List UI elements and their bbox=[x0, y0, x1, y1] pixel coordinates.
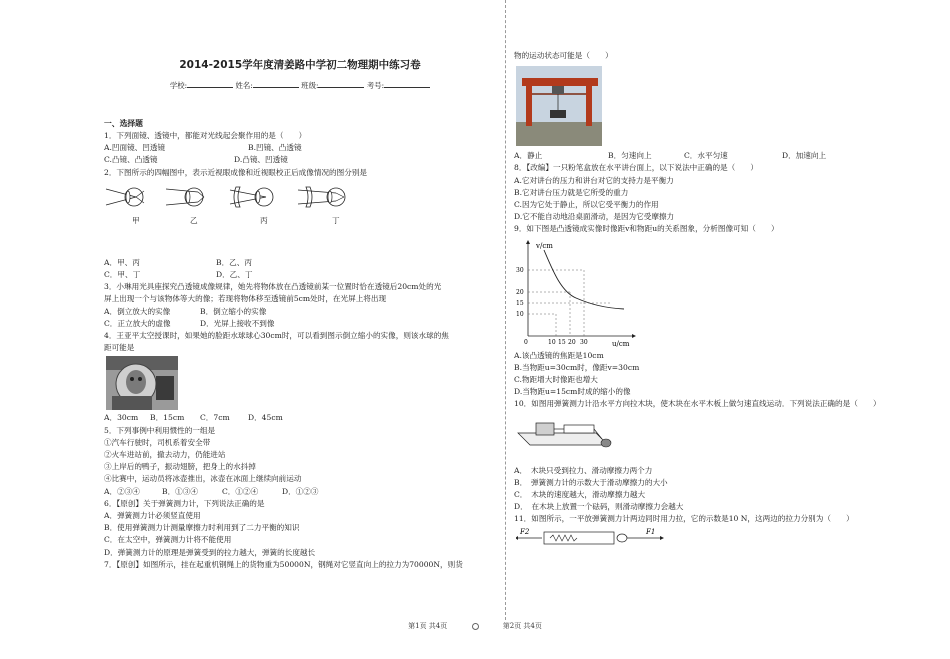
q6-option-a[interactable]: A．弹簧测力计必须竖直使用 bbox=[104, 510, 201, 520]
q7-options bbox=[514, 150, 914, 162]
q9-option-c[interactable]: C.物距增大时像距也增大 bbox=[514, 375, 598, 385]
q5-item-4: ④比赛中，运动员将冰壶推出，冰壶在冰面上继续向前运动 bbox=[104, 474, 302, 484]
q4-stem-line1: 4．王亚平太空授课时，如果她的脸距水球球心30cm时，可以看到图示倒立缩小的实像，则该水球的焦 bbox=[104, 330, 449, 340]
column-divider bbox=[505, 0, 506, 620]
q5-item-1: ①汽车行驶时，司机系着安全带 bbox=[104, 437, 211, 447]
q5-item-3: ③上岸后的鸭子，振动翅膀，把身上的水抖掉 bbox=[104, 462, 256, 472]
q10-stem: 10．如图用弹簧测力计沿水平方向拉木块，使木块在水平木板上做匀速直线运动．下列说法正确的是（ ） bbox=[514, 399, 881, 409]
q11-stem: 11．如图所示，一平放弹簧测力计两边同时用力拉，它的示数是10 N，这两边的拉力分别为（ ） bbox=[514, 514, 854, 524]
name-label: 姓名: bbox=[235, 81, 253, 90]
q3-option-d[interactable]: D．光屏上接收不到像 bbox=[200, 318, 275, 328]
q9-stem: 9．如下图是凸透镜成实像时像距v和物距u的关系图象，分析图像可知（ ） bbox=[514, 224, 779, 234]
label-bing: 丙 bbox=[260, 215, 268, 225]
q5-stem: 5．下列事例中利用惯性的一组是 bbox=[104, 425, 216, 435]
water-ball-photo bbox=[106, 356, 178, 410]
xtick-15: 15 bbox=[558, 338, 566, 346]
q1-option-d[interactable]: D.凸镜、凹透镜 bbox=[234, 155, 288, 165]
q7-option-a[interactable]: A．静止 bbox=[514, 151, 543, 161]
school-label: 学校: bbox=[169, 81, 188, 90]
q11-figure-wrap bbox=[514, 526, 914, 550]
q2-stem: 2．下图所示的四幅图中，表示近视眼成像和近视眼校正后成像情况的图分别是 bbox=[104, 167, 368, 177]
class-label: 班级: bbox=[301, 81, 319, 90]
ytick-10: 10 bbox=[516, 310, 524, 318]
eye-diagrams bbox=[104, 179, 496, 257]
xtick-0: 0 bbox=[524, 338, 528, 346]
label-jia: 甲 bbox=[132, 215, 140, 225]
v-u-graph bbox=[514, 238, 644, 348]
force-f2-label: F2 bbox=[520, 527, 530, 536]
q5-option-d[interactable]: D．①②③ bbox=[282, 486, 319, 496]
page-number-left: 第1页 共4页 bbox=[408, 622, 448, 630]
q2-options-row1 bbox=[104, 257, 496, 269]
q3-option-b[interactable]: B．倒立缩小的实像 bbox=[200, 306, 267, 316]
crane-photo bbox=[516, 66, 602, 146]
eye-diagram-jia bbox=[106, 188, 144, 206]
ytick-30: 30 bbox=[516, 266, 524, 274]
q9-option-a[interactable]: A.该凸透镜的焦距是10cm bbox=[514, 350, 604, 360]
left-column bbox=[104, 130, 496, 571]
q10-option-b[interactable]: B． 弹簧测力计的示数大于滑动摩擦力的大小 bbox=[514, 477, 668, 487]
binding-hole-icon bbox=[472, 623, 479, 630]
q1-option-b[interactable]: B.凹镜、凸透镜 bbox=[248, 143, 302, 153]
q10-option-a[interactable]: A． 木块只受到拉力、滑动摩擦力两个力 bbox=[514, 465, 653, 475]
q6-option-d[interactable]: D．弹簧测力计的原理是弹簧受到的拉力越大，弹簧的长度越长 bbox=[104, 547, 316, 557]
page-number-right: 第2页 共4页 bbox=[502, 622, 542, 630]
q1-options-row2 bbox=[104, 154, 496, 166]
q5-option-c[interactable]: C．①②④ bbox=[222, 486, 259, 496]
q4-option-a[interactable]: A．30cm bbox=[104, 413, 139, 423]
q7-option-b[interactable]: B．匀速向上 bbox=[608, 151, 652, 161]
exam-no-field[interactable] bbox=[384, 79, 430, 88]
q7-figure-wrap bbox=[514, 62, 914, 150]
exam-no-label: 考号: bbox=[366, 81, 385, 90]
q3-option-c[interactable]: C．正立放大的虚像 bbox=[104, 318, 171, 328]
label-ding: 丁 bbox=[332, 215, 340, 225]
q1-options-row1 bbox=[104, 142, 496, 154]
force-f1-label: F1 bbox=[646, 527, 656, 536]
q4-options bbox=[104, 412, 496, 424]
q3-stem-line2: 屏上出现一个与该物体等大的像；若现将物体移至透镜前5cm处时，在光屏上将出现 bbox=[104, 294, 387, 304]
q4-stem-line2: 距可能是 bbox=[104, 343, 135, 353]
q3-option-a[interactable]: A．倒立放大的实像 bbox=[104, 306, 171, 316]
q8-stem: 8．【改编】一只粉笔盒放在水平讲台面上，以下说法中正确的是（ ） bbox=[514, 163, 759, 173]
label-yi: 乙 bbox=[190, 215, 198, 225]
right-column bbox=[514, 50, 914, 550]
school-field[interactable] bbox=[187, 79, 233, 88]
q8-option-d[interactable]: D.它不能自动地沿桌面滑动，是因为它受摩擦力 bbox=[514, 212, 675, 222]
xtick-10: 10 bbox=[548, 338, 556, 346]
q4-option-b[interactable]: B．15cm bbox=[150, 413, 185, 423]
q5-option-b[interactable]: B．①③④ bbox=[162, 486, 198, 496]
q8-option-b[interactable]: B.它对讲台压力就是它所受的重力 bbox=[514, 187, 629, 197]
q2-option-c[interactable]: C．甲、丁 bbox=[104, 269, 141, 279]
q2-option-d[interactable]: D．乙、丁 bbox=[216, 269, 253, 279]
q7-option-c[interactable]: C．水平匀速 bbox=[684, 151, 728, 161]
ytick-15: 15 bbox=[516, 299, 524, 307]
block-spring-scale-figure bbox=[516, 415, 616, 461]
q6-option-b[interactable]: B．使用弹簧测力计测量摩擦力时利用到了二力平衡的知识 bbox=[104, 523, 300, 533]
q2-option-a[interactable]: A．甲、丙 bbox=[104, 257, 140, 267]
q5-options bbox=[104, 486, 496, 498]
eye-diagram-ding bbox=[298, 187, 345, 207]
q3-options-row2 bbox=[104, 318, 496, 330]
q8-option-c[interactable]: C.因为它处于静止，所以它受平衡力的作用 bbox=[514, 200, 659, 209]
q5-option-a[interactable]: A．②③④ bbox=[104, 486, 140, 496]
q10-figure-wrap bbox=[514, 411, 914, 465]
q7-stem-line1: 7．【原创】如图所示，挂在起重机钢绳上的货物重为50000N，钢绳对它竖直向上的拉力为70000N，则货 bbox=[104, 559, 463, 569]
q3-options-row1 bbox=[104, 306, 496, 318]
section-heading: 一、选择题 bbox=[104, 119, 143, 128]
q1-option-a[interactable]: A.凹面镜、凹透镜 bbox=[104, 143, 166, 153]
q9-option-b[interactable]: B.当物距u=30cm时，像距v=30cm bbox=[514, 362, 640, 372]
name-field[interactable] bbox=[253, 79, 299, 88]
eye-diagram-yi bbox=[166, 188, 204, 206]
spring-scale-figure bbox=[516, 526, 666, 548]
q1-stem: 1．下列面镜、透镜中，都能对光线起会聚作用的是（ ） bbox=[104, 131, 307, 140]
graph-xlabel: u/cm bbox=[612, 339, 630, 348]
q5-item-2: ②火车进站前，撤去动力，仍能进站 bbox=[104, 449, 226, 459]
q1-option-c[interactable]: C.凸镜、凸透镜 bbox=[104, 155, 158, 165]
xtick-30: 30 bbox=[580, 338, 588, 346]
eye-diagram-bing bbox=[230, 187, 273, 207]
q3-stem-line1: 3．小琳用光具座探究凸透镜成像规律，她先将物体放在凸透镜前某一位置时恰在透镜后20cm处的光 bbox=[104, 282, 442, 292]
q7-stem-line2: 物的运动状态可能是（ ） bbox=[514, 51, 613, 60]
q4-option-c[interactable]: C．7cm bbox=[200, 413, 230, 423]
q10-option-c[interactable]: C． 木块的速度越大，滑动摩擦力越大 bbox=[514, 490, 646, 500]
q7-option-d[interactable]: D．加速向上 bbox=[782, 151, 827, 161]
q4-option-d[interactable]: D．45cm bbox=[248, 413, 283, 423]
q4-figure-wrap bbox=[104, 354, 496, 412]
ytick-20: 20 bbox=[516, 288, 524, 296]
xtick-20: 20 bbox=[568, 338, 576, 346]
q2-option-b[interactable]: B．乙、丙 bbox=[216, 257, 252, 267]
student-info-line bbox=[104, 79, 496, 91]
exam-title: 2014-2015学年度清姜路中学初二物理期中练习卷 bbox=[179, 59, 421, 71]
page-footer bbox=[0, 621, 950, 631]
q8-option-a[interactable]: A.它对讲台的压力和讲台对它的支持力是平衡力 bbox=[514, 175, 674, 185]
q6-stem: 6．【原创】关于弹簧测力计，下列说法正确的是 bbox=[104, 498, 265, 508]
q9-option-d[interactable]: D.当物距u=15cm时成的缩小的像 bbox=[514, 387, 631, 397]
class-field[interactable] bbox=[318, 79, 364, 88]
q6-option-c[interactable]: C．在太空中，弹簧测力计将不能使用 bbox=[104, 535, 232, 545]
q10-option-d[interactable]: D． 在木块上放置一个砝码，则滑动摩擦力会越大 bbox=[514, 502, 684, 512]
q2-options-row2 bbox=[104, 269, 496, 281]
q9-graph-wrap bbox=[514, 236, 914, 350]
graph-ylabel: v/cm bbox=[536, 241, 553, 250]
eye-lens-figure bbox=[104, 179, 364, 251]
